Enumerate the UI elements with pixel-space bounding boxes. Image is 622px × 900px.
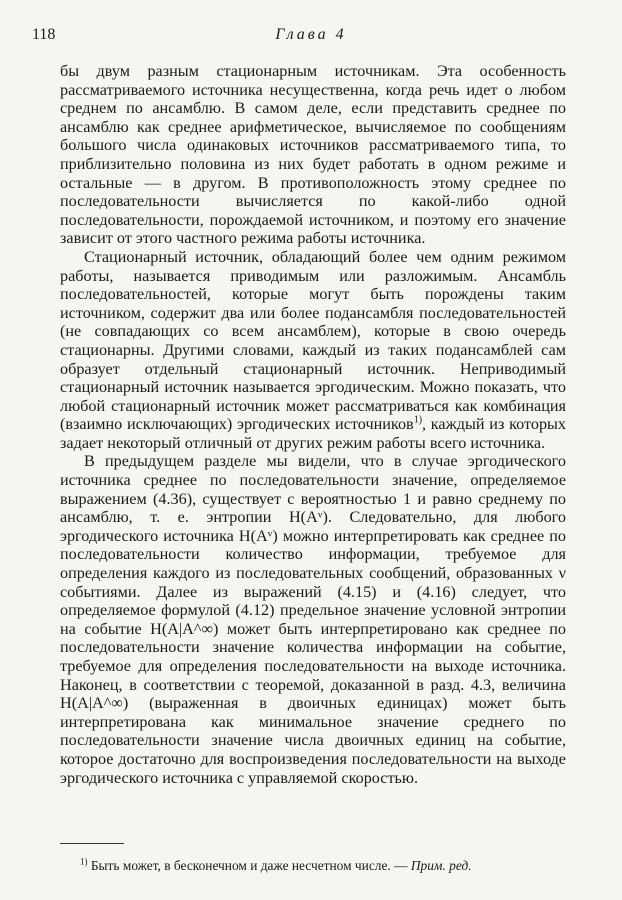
footnote-divider — [60, 843, 124, 844]
chapter-title: Глава 4 — [275, 26, 347, 43]
footnote-source: Прим. ред. — [410, 858, 472, 873]
paragraph-text: Стационарный источник, обладающий более чем одним режимом работы, называется приводимым или разложимым. Ансамбль последовательностей, которые могут быть порождены таким источником, содержит два или более подансамбля последовательностей (не совпадающих со всем ансамблем), которые в свою очередь стационарны. Другими словами, каждый из таких подансамблей сам образует отдельный стационарный источник. Неприводимый стационарный источник называется эргодическим. Можно показать, что любой стационарный источник может рассматриваться как комбинация (взаимно исключающих) эргодических источников — [60, 247, 566, 434]
footnote — [80, 858, 566, 874]
footnote-reference: 1) — [413, 414, 423, 426]
paragraph — [60, 248, 566, 453]
paragraph: В предыдущем разделе мы видели, что в случае эргодического источника среднее по последовательности значение, определяемое выражением (4.36), существует с вероятностью 1 и равно среднему по ансамблю, т. е. энтропии H(Aᵛ). Следовательно, для любого эргодического источника H(Aᵛ) можно интерпретировать как среднее по последовательности количество информации, требуемое для определения каждого из последовательных сообщений, образованных ν событиями. Далее из выражений (4.15) и (4.16) следует, что определяемое формулой (4.12) предельное значение условной энтропии на событие H(A|A^∞) может быть интерпретировано как среднее по последовательности значение количества информации на событие, требуемое для определения последовательности на выходе источника. Наконец, в соответствии с теоремой, доказанной в разд. 4.3, величина H(A|A^∞) (выраженная в двоичных единицах) может быть интерпретирована как минимальное значение среднего по последовательности значение числа двоичных единиц на событие, которое достаточно для воспроизведения последовательности на выходе эргодического источника с управляемой скоростью. — [60, 452, 566, 787]
page-number: 118 — [32, 26, 56, 43]
footnote-mark: 1) — [80, 856, 88, 867]
paragraph: бы двум разным стационарным источникам. Эта особенность рассматриваемого источника несущественна, когда речь идет о любом среднем по ансамблю. В самом деле, если представить среднее по ансамблю как среднее арифметическое, вычисляемое по сообщениям большого числа одинаковых источников рассматриваемого типа, то приблизительно половина из них будет работать в одном режиме и остальные — в другом. В противоположность этому среднее по последовательности вычисляется по какой-либо одной последовательности, порождаемой источником, и поэтому его значение зависит от этого частного режима работы источника. — [60, 62, 566, 248]
paragraph-text: , каждый из которых задает некоторый отличный от других режим работы всего источника. — [60, 415, 567, 452]
body-text — [60, 62, 566, 787]
footnote-text: Быть может, в бесконечном и даже несчетном числе. — — [87, 858, 411, 873]
